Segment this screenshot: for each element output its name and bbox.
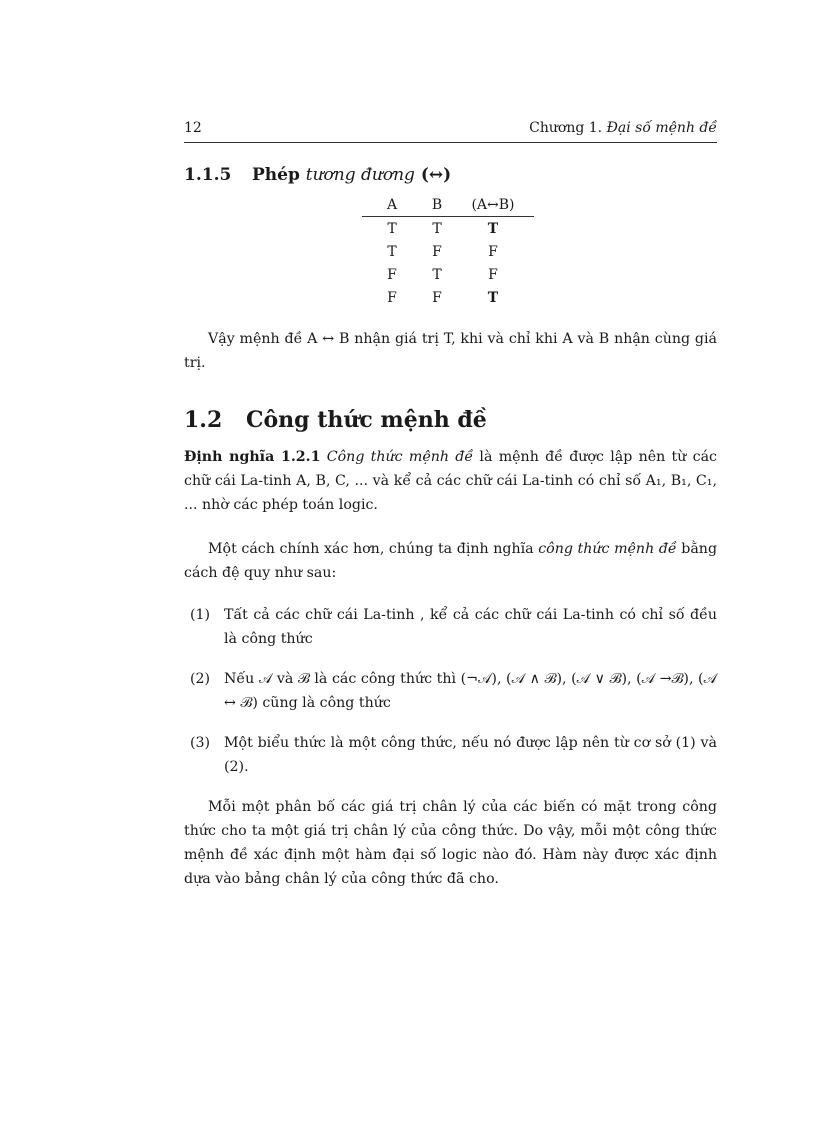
list-item-label: (2) xyxy=(190,671,211,687)
table-cell: T xyxy=(487,289,499,306)
table-cell: T xyxy=(387,220,397,237)
page-number: 12 xyxy=(184,120,202,136)
table-header-row xyxy=(362,193,534,217)
section-number: 1.2 xyxy=(184,407,223,433)
table-cell: F xyxy=(432,243,442,260)
table-row xyxy=(362,263,534,286)
paragraph-equivalence-summary: Vậy mệnh đề A ↔ B nhận giá trị T, khi và chỉ khi A và B nhận cùng giá trị. xyxy=(184,331,717,371)
section-heading xyxy=(184,407,717,433)
definition-text: là mệnh đề được lập nên từ các chữ cái La-tinh A, B, C, ... và kể cả các chữ cái La-tinh có chỉ số A₁, B₁, C₁, ... nhờ các phép toán logic. xyxy=(184,449,717,513)
subsection-title: Phép tương đương (↔) xyxy=(252,165,452,185)
section-title: Công thức mệnh đề xyxy=(246,407,487,433)
list-item-text: Nếu 𝒜 và ℬ là các công thức thì (¬𝒜), (𝒜 ∧ ℬ), (𝒜 ∨ ℬ), (𝒜 →ℬ), (𝒜 ↔ ℬ) cũng là công thức xyxy=(224,671,717,711)
table-row xyxy=(362,217,534,241)
table-cell: T xyxy=(432,220,442,237)
list-item-text: Tất cả các chữ cái La-tinh , kể cả các chữ cái La-tinh có chỉ số đều là công thức xyxy=(224,607,717,647)
definition-paragraph xyxy=(184,445,717,517)
column-header: B xyxy=(422,193,452,217)
truth-table xyxy=(362,193,534,309)
table-cell: T xyxy=(387,243,397,260)
table-cell: T xyxy=(432,266,442,283)
list-item-label: (3) xyxy=(190,735,211,751)
definition-label: Định nghĩa 1.2.1 xyxy=(184,449,321,465)
page-content xyxy=(184,120,717,891)
formula-rules-list xyxy=(184,603,717,779)
table-cell: T xyxy=(487,220,499,237)
table-cell: F xyxy=(432,289,442,306)
list-item-label: (1) xyxy=(190,607,211,623)
paragraph-truth-assignment: Mỗi một phân bố các giá trị chân lý của các biến có mặt trong công thức cho ta một giá trị chân lý của công thức. Do vậy, mỗi một công thức mệnh đề xác định một hàm đại số logic nào đó. Hàm này được xác định dựa vào bảng chân lý của công thức đã cho. xyxy=(184,799,717,887)
column-header: A xyxy=(362,193,422,217)
list-item-text: Một biểu thức là một công thức, nếu nó được lập nên từ cơ sở (1) và (2). xyxy=(224,735,717,775)
table-cell: F xyxy=(387,266,397,283)
column-header: (A↔B) xyxy=(452,193,534,217)
paragraph-recursive-intro: Một cách chính xác hơn, chúng ta định nghĩa công thức mệnh đề bằng cách đệ quy như sau: xyxy=(184,541,718,581)
table-cell: F xyxy=(387,289,397,306)
list-item xyxy=(184,731,717,779)
table-cell: F xyxy=(488,266,498,283)
table-cell: F xyxy=(488,243,498,260)
subsection-heading xyxy=(184,165,717,185)
chapter-title: Chương 1. Đại số mệnh đề xyxy=(529,120,717,136)
list-item xyxy=(184,603,717,651)
subsection-number: 1.1.5 xyxy=(184,165,232,185)
running-header xyxy=(184,120,717,143)
definition-term: Công thức mệnh đề xyxy=(326,449,474,465)
table-row xyxy=(362,286,534,309)
list-item xyxy=(184,667,717,715)
table-row xyxy=(362,240,534,263)
